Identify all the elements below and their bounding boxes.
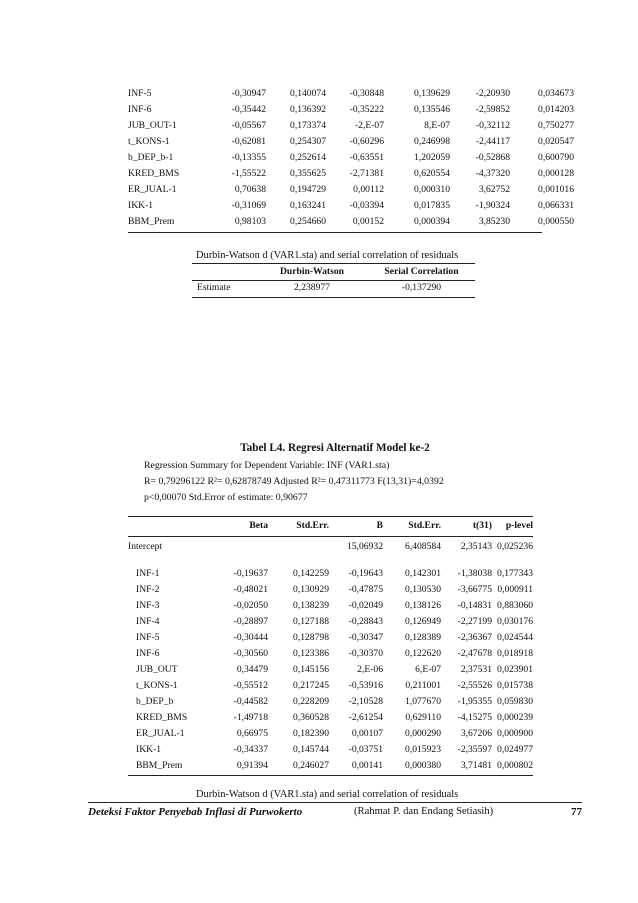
table-cell: -0,30848 (349, 88, 384, 99)
row-variable-label: b_DEP_b-1 (128, 152, 174, 163)
table-title: Tabel L4. Regresi Alternatif Model ke-2 (240, 442, 430, 454)
table-row (128, 566, 533, 582)
table-cell: 0,000310 (414, 184, 450, 195)
column-header (128, 518, 205, 534)
table-cell: 0,000290 (405, 728, 441, 739)
table-row (128, 758, 533, 774)
table-cell: 15,06932 (347, 541, 383, 552)
table-cell: 1,077670 (405, 696, 441, 707)
table-cell: -2,55526 (457, 680, 492, 691)
row-variable-label: JUB_OUT-1 (128, 120, 177, 131)
dw1-serial-correlation-value: -0,137290 (401, 282, 442, 293)
table-cell: 0,254307 (290, 136, 326, 147)
table-cell: -0,28897 (233, 616, 268, 627)
table-cell: 0,252614 (290, 152, 326, 163)
row-variable-label: t_KONS-1 (128, 136, 170, 147)
table-cell: -1,95355 (457, 696, 492, 707)
table-cell: -0,53916 (348, 680, 383, 691)
table-cell: 3,62752 (478, 184, 510, 195)
row-variable-label: t_KONS-1 (136, 680, 178, 691)
table-row (128, 86, 574, 102)
row-variable-label: INF-5 (128, 88, 152, 99)
table-cell: -2,59852 (475, 104, 510, 115)
row-variable-label: BBM_Prem (128, 216, 175, 227)
regression-table-2 (128, 518, 533, 534)
table-cell: 0,015738 (497, 680, 533, 691)
table-cell: 3,71481 (460, 760, 492, 771)
dw1-header-serial-correlation: Serial Correlation (384, 266, 459, 277)
table-cell: -0,28843 (348, 616, 383, 627)
table-row (128, 598, 533, 614)
table-1-bottom-rule (128, 232, 542, 233)
dw1-estimate-row (192, 280, 475, 296)
durbin-watson-caption-2: Durbin-Watson d (VAR1.sta) and serial correlation of residuals (196, 789, 459, 800)
table-cell: 0,138239 (293, 600, 329, 611)
table-2-top-rule (128, 516, 533, 517)
table-cell: 0,142259 (293, 568, 329, 579)
table-cell: 0,66975 (236, 728, 268, 739)
table-cell: 0,034673 (538, 88, 574, 99)
regression-table-2-intercept (128, 539, 533, 555)
row-variable-label: INF-5 (136, 632, 160, 643)
table-cell: -0,14831 (457, 600, 492, 611)
row-variable-label: JUB_OUT (136, 664, 178, 675)
table-cell: 1,202059 (414, 152, 450, 163)
column-header: Std.Err. (408, 520, 441, 531)
table-row (128, 678, 533, 694)
table-cell: 0,246027 (293, 760, 329, 771)
column-header: Std.Err. (296, 520, 329, 531)
table-cell: 0,130530 (405, 584, 441, 595)
row-variable-label: BBM_Prem (136, 760, 183, 771)
table-cell: -2,27199 (457, 616, 492, 627)
table-cell: 0,130929 (293, 584, 329, 595)
table-cell: 0,145156 (293, 664, 329, 675)
intercept-label: Intercept (128, 541, 163, 552)
regression-table-2-header (128, 518, 533, 534)
dw1-row-label: Estimate (197, 282, 231, 293)
table-cell: -0,03394 (349, 200, 384, 211)
table-row (128, 134, 574, 150)
table-cell: 0,128389 (405, 632, 441, 643)
table-cell: -0,60296 (349, 136, 384, 147)
table-cell: 0,194729 (290, 184, 326, 195)
table-cell: -2,E-07 (354, 120, 384, 131)
table-cell: 0,211001 (405, 680, 441, 691)
table-cell: -0,02050 (233, 600, 268, 611)
table-row (128, 694, 533, 710)
table-cell: -2,71381 (349, 168, 384, 179)
table-cell (205, 539, 268, 555)
footer-title: Deteksi Faktor Penyebab Inflasi di Purwokerto (88, 806, 303, 818)
table-row (128, 646, 533, 662)
table-cell: -0,13355 (231, 152, 266, 163)
table-cell: 2,E-06 (357, 664, 383, 675)
table-cell: 0,025236 (497, 541, 533, 552)
table-row (128, 198, 574, 214)
table-row (128, 166, 574, 182)
table-cell: 0,620554 (414, 168, 450, 179)
table-cell: 0,246998 (414, 136, 450, 147)
table-cell: -1,38038 (457, 568, 492, 579)
row-variable-label: INF-6 (128, 104, 152, 115)
table-cell: 0,000911 (497, 584, 533, 595)
table-cell: 0,000380 (405, 760, 441, 771)
table-cell: 0,030176 (497, 616, 533, 627)
regression-table-1 (128, 86, 574, 230)
table-cell: -2,35597 (457, 744, 492, 755)
table-cell: 0,066331 (538, 200, 574, 211)
row-variable-label: IKK-1 (136, 744, 162, 755)
table-cell: 0,000550 (538, 216, 574, 227)
column-header: p-level (505, 520, 533, 531)
table-cell: 0,217245 (293, 680, 329, 691)
table-cell: -0,35222 (349, 104, 384, 115)
table-cell: 0,00152 (352, 216, 384, 227)
table-cell: -1,49718 (233, 712, 268, 723)
table-cell (268, 539, 329, 555)
table-row (128, 726, 533, 742)
table-cell: 0,355625 (290, 168, 326, 179)
table-cell: -2,10528 (348, 696, 383, 707)
table-cell: -0,52868 (475, 152, 510, 163)
table-2-bottom-rule (128, 775, 533, 776)
table-cell: -0,47875 (348, 584, 383, 595)
row-variable-label: INF-6 (136, 648, 160, 659)
table-row (128, 182, 574, 198)
table-cell: -0,03751 (348, 744, 383, 755)
table-cell: 0,000900 (497, 728, 533, 739)
table-cell: -0,30560 (233, 648, 268, 659)
regression-table-1-body (128, 86, 574, 230)
table-cell: 0,173374 (290, 120, 326, 131)
table-cell: -0,30370 (348, 648, 383, 659)
table-cell: 0,000239 (497, 712, 533, 723)
column-header: t(31) (472, 520, 492, 531)
table-cell: -4,37320 (475, 168, 510, 179)
column-header: B (376, 520, 383, 531)
footer (88, 803, 582, 821)
table-cell: 0,023901 (497, 664, 533, 675)
table-cell: 0,750277 (538, 120, 574, 131)
row-variable-label: ER_JUAL-1 (136, 728, 185, 739)
table-cell: 0,228209 (293, 696, 329, 707)
table-cell: 6,408584 (405, 541, 441, 552)
table-row (128, 662, 533, 678)
table-cell: 0,70638 (234, 184, 266, 195)
table-cell: 0,00112 (353, 184, 384, 195)
table-cell: 0,127188 (293, 616, 329, 627)
table-cell: 0,020547 (538, 136, 574, 147)
durbin-watson-caption-1: Durbin-Watson d (VAR1.sta) and serial correlation of residuals (196, 250, 459, 261)
table-cell: 0,360528 (293, 712, 329, 723)
table-cell: 0,883060 (497, 600, 533, 611)
table-cell: 0,059830 (497, 696, 533, 707)
table-cell: -0,02049 (348, 600, 383, 611)
page-number: 77 (571, 806, 582, 818)
table-cell: 0,138126 (405, 600, 441, 611)
table-row (128, 630, 533, 646)
table-cell: 0,98103 (234, 216, 266, 227)
regression-table-2-body (128, 566, 533, 774)
table-cell: -0,19643 (348, 568, 383, 579)
table-cell: -0,30347 (348, 632, 383, 643)
table-cell: 0,600790 (538, 152, 574, 163)
table-cell: -2,47678 (457, 648, 492, 659)
table-cell: -2,36367 (457, 632, 492, 643)
table-cell: -0,48021 (233, 584, 268, 595)
table-cell: 0,163241 (290, 200, 326, 211)
table-cell: -0,63551 (349, 152, 384, 163)
summary-line-2: R= 0,79296122 R²= 0,62878749 Adjusted R²= 0,47311773 F(13,31)=4,0392 (144, 476, 444, 487)
table-row (128, 214, 574, 230)
table-cell: 0,142301 (405, 568, 441, 579)
summary-line-1: Regression Summary for Dependent Variable: INF (VAR1.sta) (144, 460, 390, 471)
table-cell: 0,024977 (497, 744, 533, 755)
table-cell: -0,34337 (233, 744, 268, 755)
table-cell: 0,017835 (414, 200, 450, 211)
table-cell: 0,34479 (236, 664, 268, 675)
table-cell: -1,90324 (475, 200, 510, 211)
table-cell: 0,001016 (538, 184, 574, 195)
table-cell: -0,35442 (231, 104, 266, 115)
table-cell: 3,67206 (460, 728, 492, 739)
table-cell: -0,31069 (231, 200, 266, 211)
table-cell: 0,177343 (497, 568, 533, 579)
table-row (128, 118, 574, 134)
summary-line-3: p<0,00070 Std.Error of estimate: 0,90677 (144, 492, 308, 503)
table-cell: -0,62081 (231, 136, 266, 147)
table-cell: -2,61254 (348, 712, 383, 723)
row-variable-label: ER_JUAL-1 (128, 184, 177, 195)
row-variable-label: INF-2 (136, 584, 160, 595)
table-cell: 0,91394 (236, 760, 268, 771)
table-cell: -4,15275 (457, 712, 492, 723)
table-cell: -0,55512 (233, 680, 268, 691)
table-cell: 0,123386 (293, 648, 329, 659)
table-cell: 2,37531 (460, 664, 492, 675)
table-cell: 0,015923 (405, 744, 441, 755)
table-cell: 0,254660 (290, 216, 326, 227)
intercept-row (128, 539, 533, 555)
table-cell: 0,629110 (405, 712, 441, 723)
table-cell: 3,85230 (478, 216, 510, 227)
table-cell: 8,E-07 (424, 120, 450, 131)
table-cell: -2,44117 (475, 136, 510, 147)
regression-table-2-body-wrap (128, 566, 533, 774)
table-cell: 0,014203 (538, 104, 574, 115)
table-cell: -0,30444 (233, 632, 268, 643)
dw1-bottom-rule (192, 297, 475, 298)
table-cell: 0,182390 (293, 728, 329, 739)
table-2-header-rule (128, 536, 533, 537)
table-cell: -0,05567 (231, 120, 266, 131)
table-cell: -0,44582 (233, 696, 268, 707)
dw1-mid-rule (192, 280, 475, 281)
footer-authors: (Rahmat P. dan Endang Setiasih) (354, 806, 494, 817)
table-cell: 0,145744 (293, 744, 329, 755)
table-cell: 2,35143 (460, 541, 492, 552)
table-cell: -0,32112 (475, 120, 510, 131)
table-cell: 0,000394 (414, 216, 450, 227)
row-variable-label: INF-3 (136, 600, 160, 611)
table-cell: 0,122620 (405, 648, 441, 659)
table-row (128, 710, 533, 726)
table-row (128, 742, 533, 758)
row-variable-label: INF-1 (136, 568, 160, 579)
table-cell: 0,135546 (414, 104, 450, 115)
table-cell: 0,024544 (497, 632, 533, 643)
column-header: Beta (249, 520, 268, 531)
table-cell: 0,018918 (497, 648, 533, 659)
dw1-header-row (192, 264, 475, 280)
table-cell: 0,128798 (293, 632, 329, 643)
table-cell: 6,E-07 (415, 664, 441, 675)
table-cell: 0,00107 (351, 728, 383, 739)
table-cell: 0,140074 (290, 88, 326, 99)
table-cell: -0,30947 (231, 88, 266, 99)
dw1-header-durbin-watson: Durbin-Watson (280, 266, 344, 277)
table-cell: 0,00141 (351, 760, 383, 771)
table-cell: -3,66775 (457, 584, 492, 595)
table-row (128, 102, 574, 118)
table-cell: 0,139629 (414, 88, 450, 99)
table-cell: -0,19637 (233, 568, 268, 579)
table-row (128, 614, 533, 630)
table-cell: 0,136392 (290, 104, 326, 115)
table-cell: 0,000802 (497, 760, 533, 771)
table-row (128, 150, 574, 166)
table-row (128, 582, 533, 598)
dw1-durbin-watson-value: 2,238977 (294, 282, 330, 293)
table-cell: -2,20930 (475, 88, 510, 99)
row-variable-label: b_DEP_b (136, 696, 174, 707)
row-variable-label: IKK-1 (128, 200, 154, 211)
row-variable-label: KRED_BMS (136, 712, 188, 723)
table-cell: 0,000128 (538, 168, 574, 179)
row-variable-label: INF-4 (136, 616, 160, 627)
table-cell: -1,55522 (231, 168, 266, 179)
row-variable-label: KRED_BMS (128, 168, 180, 179)
table-cell: 0,126949 (405, 616, 441, 627)
